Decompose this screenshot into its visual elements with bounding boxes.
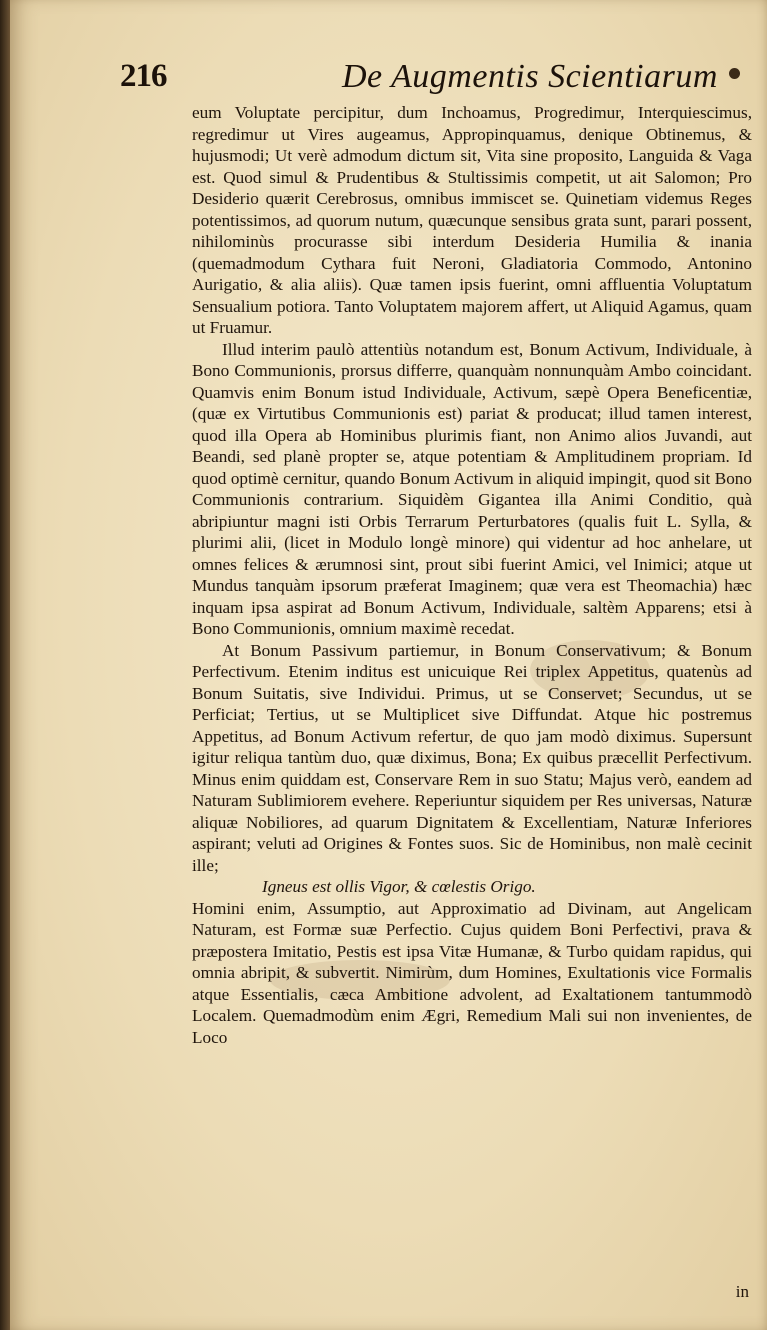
page-number: 216 [120,58,167,94]
paragraph: Homini enim, Assumptio, aut Approximatio ad Divinam, aut Angelicam Naturam, est Formæ suæ Perfectio. Cujus quidem Boni Perfectivi, prava & præpostera Imitatio, Pestis est ipsa Vitæ Humanæ, & Turbo quidam rapidus, qui omnia abripit, & subvertit. Nimirùm, dum Homines, Exultationis vice Formalis atque Essentialis, cæca Ambitione advolent, ad Exaltationem tantummodò Localem. Quemadmodùm enim Ægri, Remedium Mali sui non invenientes, de Loco [192,898,752,1047]
catchword: in [735,1282,749,1301]
paragraph: Illud interim paulò attentiùs notandum est, Bonum Activum, Individuale, à Bono Communionis, prorsus differre, quanquàm nonnunquàm Ambo coincidant. Quamvis enim Bonum istud Individuale, Activum, sæpè Opera Beneficentiæ, (quæ ex Virtutibus Communionis est) pariat & producat; illud tamen interest, quod illa Opera ab Hominibus plurimis fiant, non Animo alios Juvandi, aut Beandi, sed planè propter se, atque potentiam & Amplitudinem propriam. Id quod optimè cernitur, quando Bonum Activum in aliquid impingit, quod sit Bono Communionis contrarium. Siquidèm Gigantea illa Animi Conditio, quà abripiuntur magni isti Orbis Terrarum Perturbatores (qualis fuit L. Sylla, & plurimi alii, (licet in Modulo longè minore) qui videntur ad hoc anhelare, ut omnes felices & ærumnosi sint, prout sibi fuerint Amici, vel Inimici; atque ut Mundus tanquàm ipsorum præferat Imaginem; quæ vera est Theomachia) hæc inquam ipsa aspirat ad Bonum Activum, Individuale, saltèm Apparens; etsi à Bono Communionis, omnium maximè recedat. [192,339,752,638]
page-header [120,58,750,98]
running-head: De Augmentis Scientiarum [342,58,718,95]
book-gutter [0,0,10,1330]
ink-dot [729,68,740,79]
paragraph: At Bonum Passivum partiemur, in Bonum Conservativum; & Bonum Perfectivum. Etenim inditus est unicuique Rei triplex Appetitus, quatenùs ad Bonum Suitatis, sive Individui. Primus, ut se Conservet; Secundus, ut se Perficiat; Tertius, ut se Multiplicet sive Diffundat. Atque hic postremus Appetitus, ad Bonum Activum refertur, de quo jam modò diximus. Supersunt igitur reliqua tantùm duo, quæ diximus, Bona; Ex quibus præcellit Perfectivum. Minus enim quiddam est, Conservare Rem in suo Statu; Majus verò, eandem ad Naturam Sublimiorem evehere. Reperiuntur siquidem per Res universas, Naturæ aliquæ Nobiliores, ad quarum Dignitatem & Excellentiam, Naturæ Inferiores aspirant; veluti ad Origines & Fontes suos. Sic de Hominibus, non malè cecinit ille; [192,640,752,875]
verse-quotation: Igneus est ollis Vigor, & cœlestis Origo. [262,877,536,896]
paragraph: eum Voluptate percipitur, dum Inchoamus, Progredimur, Interquiescimus, regredimur ut Vires augeamus, Appropinquamus, denique Obtinemus, & hujusmodi; Ut verè admodum dictum sit, Vita sine proposito, Languida & Vaga est. Quod simul & Prudentibus & Stultissimis competit, ut ait Salomon; Pro Desiderio quærit Cerebrosus, omnibus immiscet se. Quinetiam videmus Reges potentissimos, ad quorum nutum, quæcunque sensibus grata sunt, parari possent, nihilominùs procurasse sibi interdum Desideria Humilia & inania (quemadmodum Cythara fuit Neroni, Gladiatoria Commodo, Antonino Aurigatio, & alia aliis). Quæ tamen ipsis fuerint, omni affluentia Voluptatum Sensualium potiora. Tanto Voluptatem majorem affert, ut Aliquid Agamus, quam ut Fruamur. [192,103,752,337]
body-text [192,102,752,1048]
